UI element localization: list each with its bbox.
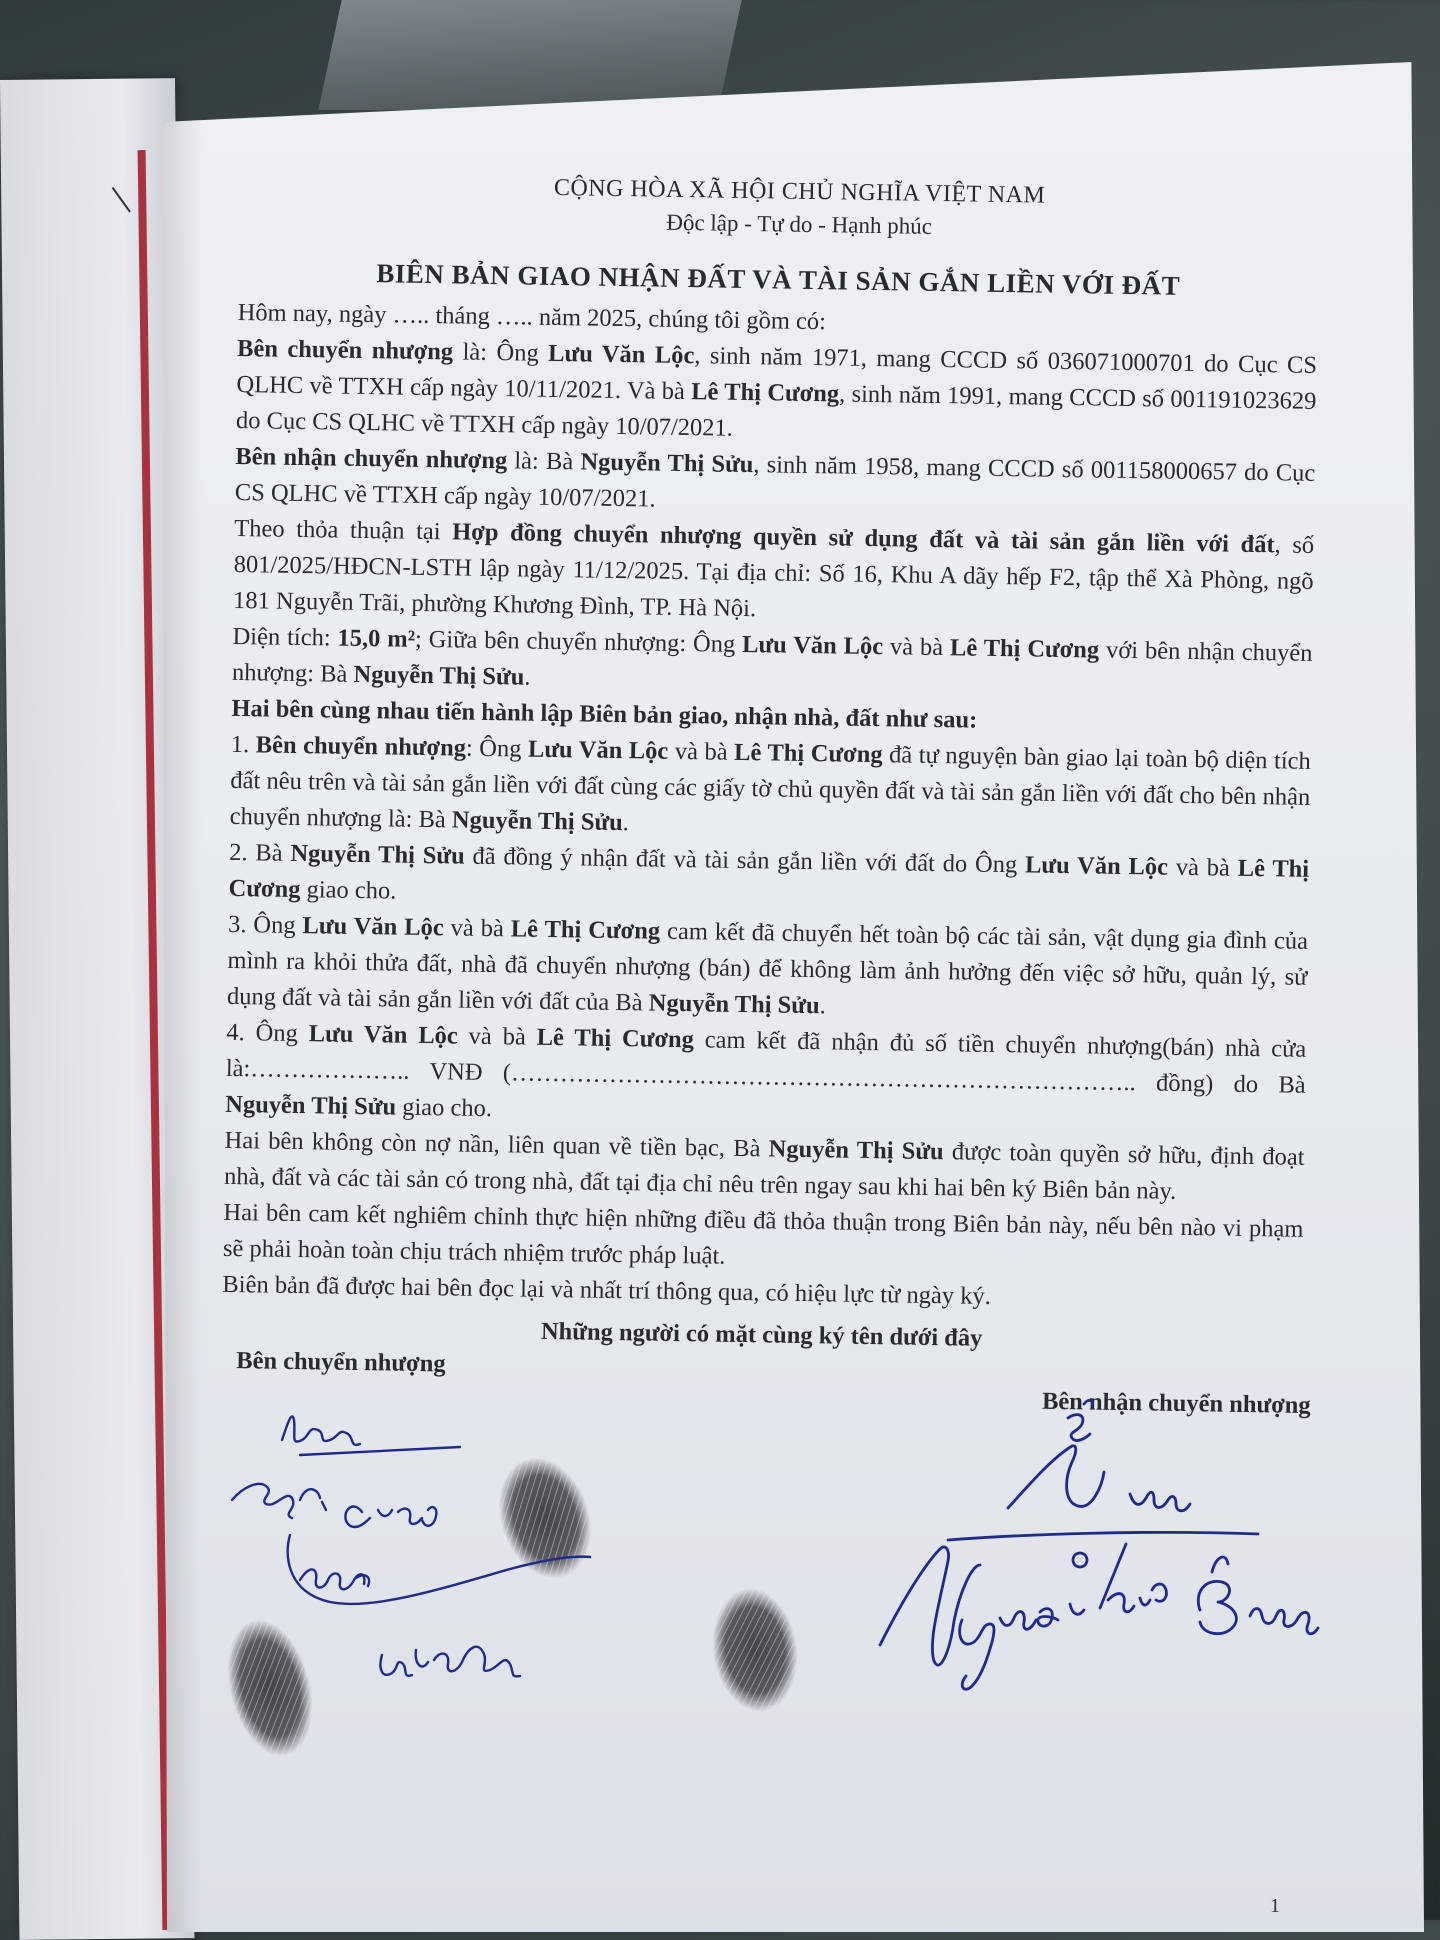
text: giao cho. (300, 876, 397, 905)
text: như sau: (879, 705, 978, 734)
text: , sinh năm 1971, mang CCCD số 036071000701 do Cục CS QLHC về TTXH cấp ngày 10/11/2021. Và bà (236, 342, 1318, 406)
text: Hai bên không còn nợ nần, liên quan về tiền bạc, Bà (224, 1126, 769, 1163)
area-value: 15,0 m² (337, 624, 416, 653)
text: . (524, 663, 531, 691)
text: và bà (443, 914, 512, 943)
text: ; Giữa bên chuyển nhượng: Ông (414, 625, 743, 658)
text: và bà (457, 1022, 537, 1051)
text: là: Bà (506, 447, 581, 476)
text: đã tự nguyện bàn giao lại toàn bộ diện tích đất nêu trên và tài sản gắn liền với đất cùng các giấy tờ chủ quyền đất và tài sản gắn liền với đất cho bên nhận chuyển nhượng là: Bà (229, 741, 1312, 834)
label: Bên chuyển nhượng (255, 731, 467, 762)
text: cam kết đã chuyển hết toàn bộ các tài sản, vật dụng gia đình của mình ra khỏi thửa đất, nhà đã chuyển nhượng (bán) để không làm ảnh hưởng đến việc sở hữu, quản lý, sử dụng đất và tài sản gắn liền với đất của Bà (226, 917, 1309, 1017)
text: với bên nhận chuyển nhượng: Bà (231, 636, 1313, 688)
text: và bà (668, 737, 735, 766)
national-title: CỘNG HÒA XÃ HỘI CHỦ NGHĨA VIỆT NAM (553, 174, 1046, 209)
text: 2. Bà (228, 838, 291, 867)
intro-line: Hôm nay, ngày ….. tháng ….. năm 2025, chúng tôi gồm có: (237, 298, 827, 336)
paragraph-effective: Biên bản đã được hai bên đọc lại và nhất trí thông qua, có hiệu lực từ ngày ký. (222, 1270, 992, 1310)
text: 1. (230, 730, 257, 759)
signature-heading: Những người có mặt cùng ký tên dưới đây (540, 1317, 983, 1352)
page-number: 1 (1270, 1895, 1280, 1917)
text: . (819, 992, 826, 1020)
person-name: Nguyễn Thị Sửu (768, 1135, 944, 1166)
text: là: Ông (452, 338, 549, 367)
person-name: Lê Thị Cương (949, 634, 1100, 664)
person-name: Nguyễn Thị Sửu (648, 989, 820, 1020)
document-title: BIÊN BẢN GIAO NHẬN ĐẤT VÀ TÀI SẢN GẮN LIỀN VỚI ĐẤT (376, 258, 1181, 301)
text: 3. Ông (227, 910, 303, 940)
text: , sinh năm 1991, mang CCCD số 001191023629 do Cục CS QLHC về TTXH cấp ngày 10/07/2021. (235, 380, 1317, 442)
person-name: Lưu Văn Lộc (302, 912, 444, 942)
person-name: Lưu Văn Lộc (741, 630, 884, 661)
text: Theo thỏa thuận tại (234, 514, 453, 546)
label: Bên nhận chuyển nhượng (235, 442, 508, 475)
person-name: Nguyễn Thị Sửu (290, 839, 465, 870)
person-name: Nguyễn Thị Sửu (580, 448, 754, 479)
paragraph-commitment: Hai bên cam kết nghiêm chỉnh thực hiện những điều đã thỏa thuận trong Biên bản này, nếu bên nào vi phạm sẽ phải hoàn toàn chịu trách nhiệm trước pháp luật. (222, 1198, 1304, 1270)
fingerprint-2 (705, 1583, 805, 1717)
text: và bà (882, 633, 951, 662)
national-motto: Độc lập - Tự do - Hạnh phúc (666, 209, 933, 239)
contract-name: Hợp đồng chuyển nhượng quyền sử dụng đất và tài sản gắn liền với đất (452, 518, 1275, 559)
text: , số 801/2025/HĐCN-LSTH lập ngày 11/12/2025. Tại địa chỉ: Số 16, Khu A dãy hếp F2, tập thể Xà Phòng, ngõ 181 Nguyễn Trãi, phường Khương Đình, TP. Hà Nội. (232, 531, 1315, 623)
text: , sinh năm 1958, mang CCCD số 001158000657 do Cục CS QLHC về TTXH cấp ngày 10/07/2021. (234, 451, 1316, 513)
person-name: Lê Thị Cương (733, 738, 883, 769)
text: : Ông (465, 734, 529, 763)
text: cam kết đã nhận đủ số tiền chuyển nhượng(bán) nhà cửa là:……………….. VNĐ (………………………………………………………………….. đồng) do Bà (225, 1026, 1307, 1099)
text: Hai bên cùng nhau tiến hành lập (231, 694, 580, 728)
text: giao cho. (395, 1093, 493, 1123)
text: đã đồng ý nhận đất và tài sản gắn liền với đất do Ông (464, 842, 1026, 879)
text: Diện tích: (232, 622, 338, 652)
person-name: Lưu Văn Lộc (547, 339, 695, 370)
person-name: Nguyễn Thị Sửu (451, 806, 623, 837)
person-name: Lê Thị Cương (690, 378, 840, 408)
signature-label-transferee: Bên nhận chuyển nhượng (1041, 1387, 1311, 1419)
text: và bà (1167, 853, 1238, 882)
fingerprint-1 (484, 1445, 606, 1590)
signature-label-transferor: Bên chuyển nhượng (236, 1347, 446, 1378)
person-name: Lê Thị Cương (228, 854, 1310, 904)
text: 4. Ông (226, 1018, 309, 1048)
person-name: Lưu Văn Lộc (527, 735, 669, 765)
fingerprint-3 (214, 1610, 325, 1765)
person-name: Lê Thị Cương (536, 1023, 695, 1054)
person-name: Nguyễn Thị Sửu (225, 1090, 397, 1121)
person-name: Nguyễn Thị Sửu (353, 660, 525, 691)
text: . (622, 809, 630, 837)
person-name: Lưu Văn Lộc (308, 1020, 458, 1050)
person-name: Lê Thị Cương (510, 915, 661, 945)
text: được toàn quyền sở hữu, định đoạt nhà, đất và các tài sản có trong nhà, đất tại địa chỉ nêu trên ngay sau khi hai bên ký Biên bản này. (223, 1138, 1305, 1205)
text: Biên bản giao, nhận nhà, đất (579, 700, 880, 733)
label: Bên chuyển nhượng (236, 334, 454, 366)
signature-transferee (880, 1400, 1318, 1689)
person-name: Lưu Văn Lộc (1024, 851, 1169, 881)
